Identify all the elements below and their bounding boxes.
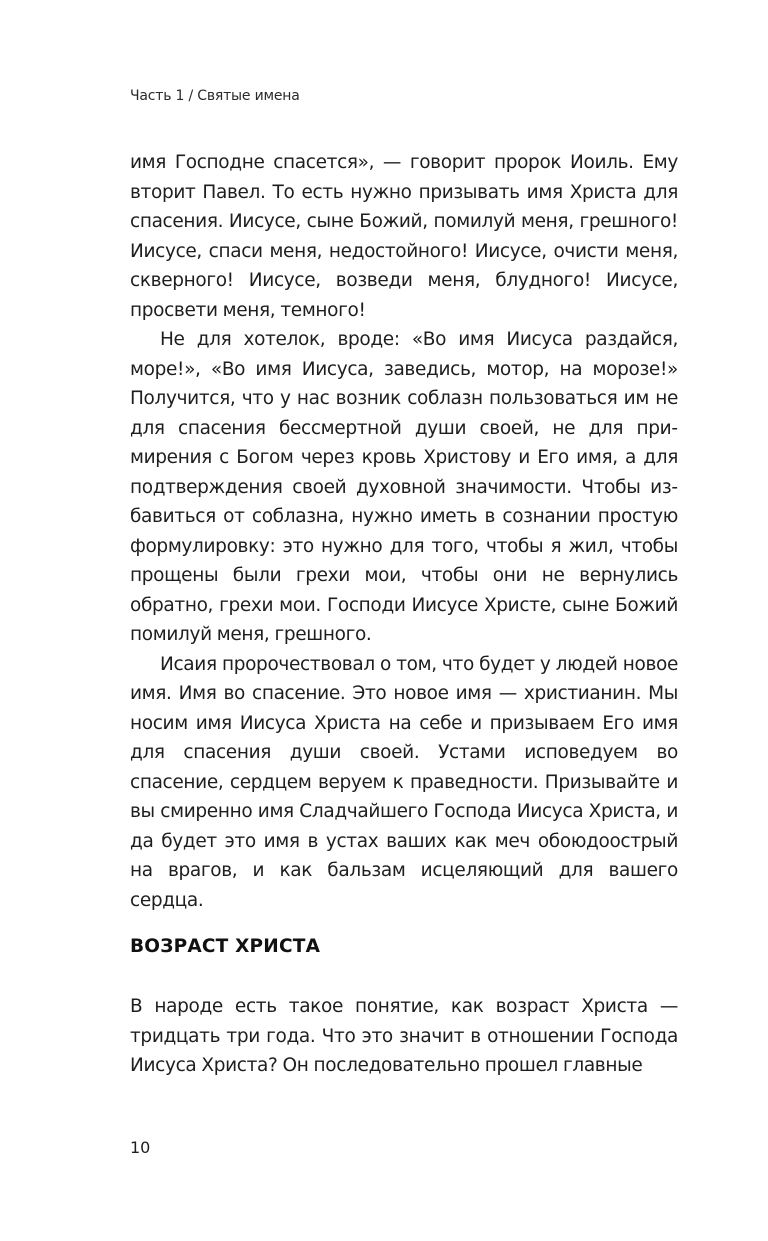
paragraph: Не для хотелок, вроде: «Во имя Иисуса раздайся, море!», «Во имя Иисуса, заведись, мотор, на морозе!» Получится, что у нас возник соблазн пользоваться им не для спасения бессмертной души своей, не для примирения с Богом через кровь Христову и Его имя, а для подтверждения своей духовной значимости. Чтобы избавиться от соблазна, нужно иметь в сознании простую формулировку: это нужно для того, чтобы я жил, чтобы прощены были грехи мои, чтобы они не вернулись обратно, грехи мои. Господи Иисусе Христе, сыне Божий помилуй меня, грешного. [130,329,678,645]
section-text-block [130,992,678,1081]
section-heading: ВОЗРАСТ ХРИСТА [130,936,321,957]
main-text-block [130,148,678,915]
page-number: 10 [130,1138,151,1157]
running-header: Часть 1 / Святые имена [130,88,300,104]
paragraph: Исаия пророчествовал о том, что будет у людей новое имя. Имя во спасение. Это новое имя — христианин. Мы носим имя Иисуса Христа на себе и призываем Его имя для спасения души своей. Устами исповедуем во спасение, сердцем веруем к праведности. Призывайте и вы смиренно имя Сладчайшего Господа Иисуса Христа, и да будет это имя в устах ваших как меч обоюдоострый на врагов, и как бальзам исцеляющий для вашего сердца. [130,653,678,911]
paragraph-continuation: имя Господне спасется», — говорит пророк Иоиль. Ему вторит Павел. То есть нужно призывать имя Христа для спасения. Иисусе, сыне Божий, помилуй меня, грешного! Иисусе, спаси меня, недостойного! Иисусе, очисти меня, скверного! Иисусе, возведи меня, блудного! Иисусе, просвети меня, темного! [130,152,678,321]
section-paragraph: В народе есть такое понятие, как возраст Христа — тридцать три года. Что это значит в отношении Господа Иисуса Христа? Он последовательно прошел главные [130,996,678,1076]
